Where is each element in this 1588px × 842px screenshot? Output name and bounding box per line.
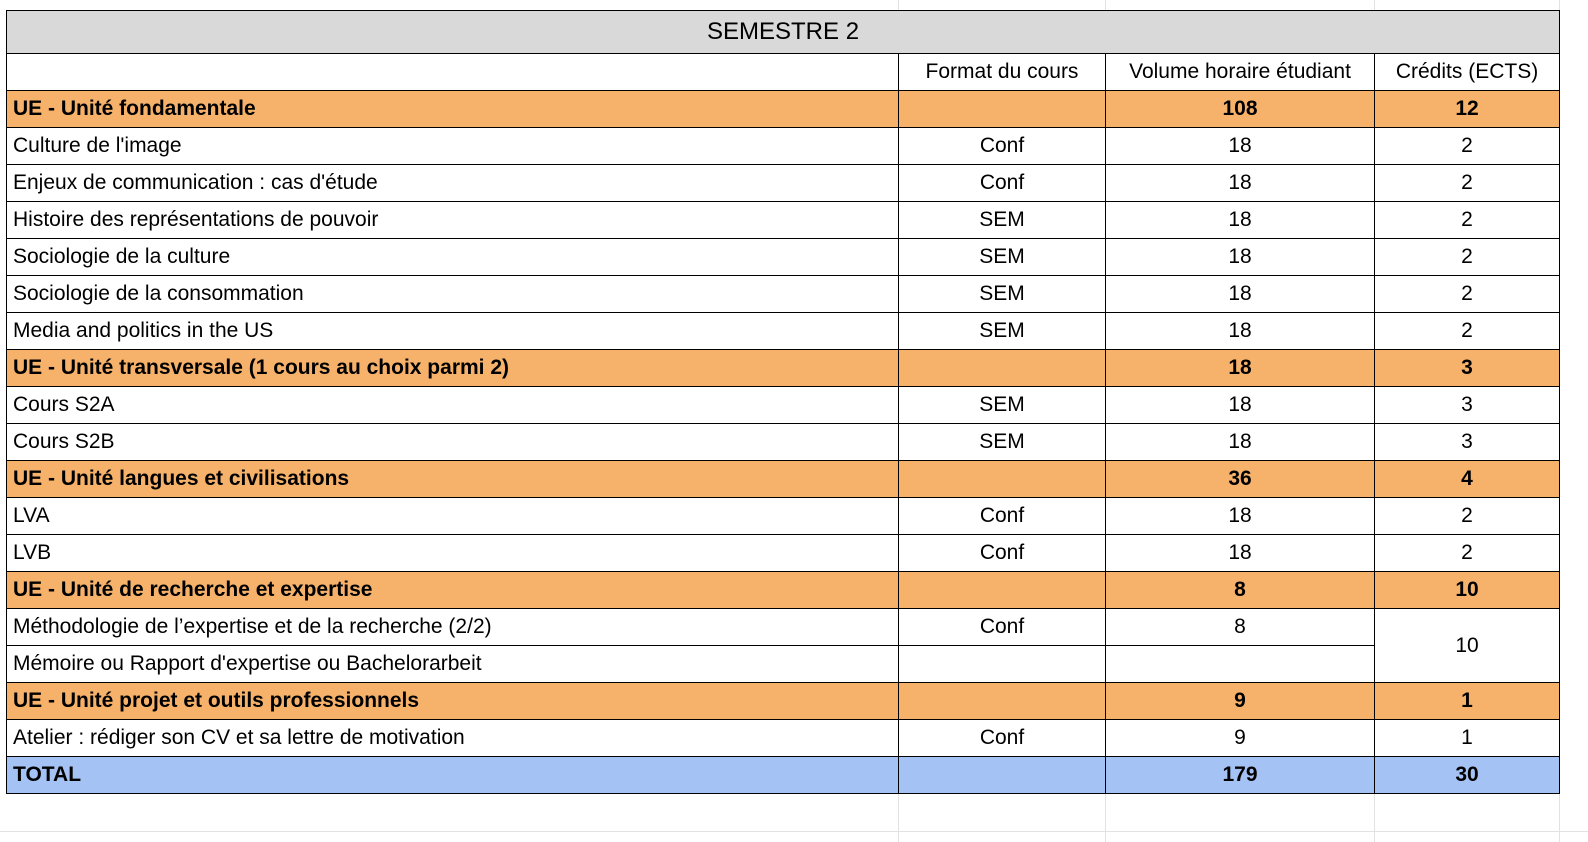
ue-format[interactable]	[899, 91, 1106, 128]
ue-credits[interactable]: 12	[1375, 91, 1560, 128]
header-volume[interactable]: Volume horaire étudiant	[1106, 54, 1375, 91]
course-format[interactable]: SEM	[899, 424, 1106, 461]
total-credits[interactable]: 30	[1375, 757, 1560, 794]
table-body	[7, 11, 1560, 794]
total-format[interactable]	[899, 757, 1106, 794]
course-format[interactable]: Conf	[899, 128, 1106, 165]
total-volume[interactable]: 179	[1106, 757, 1375, 794]
header-format[interactable]: Format du cours	[899, 54, 1106, 91]
ue-credits[interactable]: 3	[1375, 350, 1560, 387]
course-volume[interactable]: 18	[1106, 239, 1375, 276]
ue-row	[7, 350, 1560, 387]
course-row	[7, 165, 1560, 202]
ue-title[interactable]: UE - Unité fondamentale	[7, 91, 899, 128]
course-credits[interactable]: 3	[1375, 387, 1560, 424]
course-row	[7, 535, 1560, 572]
course-format[interactable]: Conf	[899, 165, 1106, 202]
ue-volume[interactable]: 18	[1106, 350, 1375, 387]
course-format[interactable]: Conf	[899, 609, 1106, 646]
course-name[interactable]: LVB	[7, 535, 899, 572]
ue-credits[interactable]: 10	[1375, 572, 1560, 609]
course-row	[7, 424, 1560, 461]
total-label[interactable]: TOTAL	[7, 757, 899, 794]
header-credits[interactable]: Crédits (ECTS)	[1375, 54, 1560, 91]
course-name[interactable]: Histoire des représentations de pouvoir	[7, 202, 899, 239]
course-name[interactable]: Enjeux de communication : cas d'étude	[7, 165, 899, 202]
course-format[interactable]: SEM	[899, 276, 1106, 313]
course-row	[7, 720, 1560, 757]
course-format[interactable]: Conf	[899, 498, 1106, 535]
sheet-gridrow	[0, 831, 1588, 832]
course-volume[interactable]	[1106, 646, 1375, 683]
course-volume[interactable]: 18	[1106, 276, 1375, 313]
course-name[interactable]: LVA	[7, 498, 899, 535]
ue-title[interactable]: UE - Unité langues et civilisations	[7, 461, 899, 498]
course-volume[interactable]: 18	[1106, 128, 1375, 165]
course-volume[interactable]: 18	[1106, 424, 1375, 461]
course-row	[7, 202, 1560, 239]
course-credits[interactable]: 2	[1375, 239, 1560, 276]
course-name[interactable]: Media and politics in the US	[7, 313, 899, 350]
course-volume[interactable]: 9	[1106, 720, 1375, 757]
course-row	[7, 387, 1560, 424]
course-name[interactable]: Sociologie de la culture	[7, 239, 899, 276]
course-volume[interactable]: 8	[1106, 609, 1375, 646]
course-credits[interactable]: 2	[1375, 313, 1560, 350]
course-name[interactable]: Cours S2A	[7, 387, 899, 424]
course-table	[6, 10, 1560, 794]
course-credits[interactable]: 1	[1375, 720, 1560, 757]
course-volume[interactable]: 18	[1106, 313, 1375, 350]
ue-volume[interactable]: 36	[1106, 461, 1375, 498]
course-name[interactable]: Cours S2B	[7, 424, 899, 461]
ue-format[interactable]	[899, 350, 1106, 387]
course-format[interactable]	[899, 646, 1106, 683]
merged-credits[interactable]: 10	[1375, 609, 1560, 683]
course-format[interactable]: Conf	[899, 535, 1106, 572]
course-credits[interactable]: 2	[1375, 535, 1560, 572]
course-name[interactable]: Mémoire ou Rapport d'expertise ou Bachelorarbeit	[7, 646, 899, 683]
course-volume[interactable]: 18	[1106, 202, 1375, 239]
course-credits[interactable]: 3	[1375, 424, 1560, 461]
course-format[interactable]: Conf	[899, 720, 1106, 757]
ue-volume[interactable]: 8	[1106, 572, 1375, 609]
course-credits[interactable]: 2	[1375, 128, 1560, 165]
ue-row	[7, 572, 1560, 609]
course-row	[7, 646, 1560, 683]
course-format[interactable]: SEM	[899, 202, 1106, 239]
course-volume[interactable]: 18	[1106, 387, 1375, 424]
course-row	[7, 276, 1560, 313]
ue-volume[interactable]: 9	[1106, 683, 1375, 720]
course-format[interactable]: SEM	[899, 239, 1106, 276]
course-credits[interactable]: 2	[1375, 202, 1560, 239]
course-credits[interactable]: 2	[1375, 165, 1560, 202]
ue-volume[interactable]: 108	[1106, 91, 1375, 128]
ue-row	[7, 461, 1560, 498]
course-volume[interactable]: 18	[1106, 498, 1375, 535]
ue-title[interactable]: UE - Unité de recherche et expertise	[7, 572, 899, 609]
course-format[interactable]: SEM	[899, 387, 1106, 424]
course-volume[interactable]: 18	[1106, 535, 1375, 572]
course-name[interactable]: Culture de l'image	[7, 128, 899, 165]
course-format[interactable]: SEM	[899, 313, 1106, 350]
course-name[interactable]: Méthodologie de l’expertise et de la recherche (2/2)	[7, 609, 899, 646]
ue-format[interactable]	[899, 572, 1106, 609]
ue-title[interactable]: UE - Unité projet et outils professionnels	[7, 683, 899, 720]
course-volume[interactable]: 18	[1106, 165, 1375, 202]
ue-credits[interactable]: 4	[1375, 461, 1560, 498]
header-course-name[interactable]	[7, 54, 899, 91]
ue-credits[interactable]: 1	[1375, 683, 1560, 720]
course-credits[interactable]: 2	[1375, 498, 1560, 535]
course-name[interactable]: Sociologie de la consommation	[7, 276, 899, 313]
ue-format[interactable]	[899, 461, 1106, 498]
semester-header-row	[7, 11, 1560, 54]
ue-row	[7, 91, 1560, 128]
column-header-row	[7, 54, 1560, 91]
semester-title[interactable]: SEMESTRE 2	[7, 11, 1560, 54]
course-row	[7, 609, 1560, 646]
course-row	[7, 239, 1560, 276]
course-name[interactable]: Atelier : rédiger son CV et sa lettre de motivation	[7, 720, 899, 757]
ue-row	[7, 683, 1560, 720]
ue-format[interactable]	[899, 683, 1106, 720]
course-credits[interactable]: 2	[1375, 276, 1560, 313]
course-row	[7, 498, 1560, 535]
total-row	[7, 757, 1560, 794]
course-row	[7, 128, 1560, 165]
course-row	[7, 313, 1560, 350]
ue-title[interactable]: UE - Unité transversale (1 cours au choix parmi 2)	[7, 350, 899, 387]
